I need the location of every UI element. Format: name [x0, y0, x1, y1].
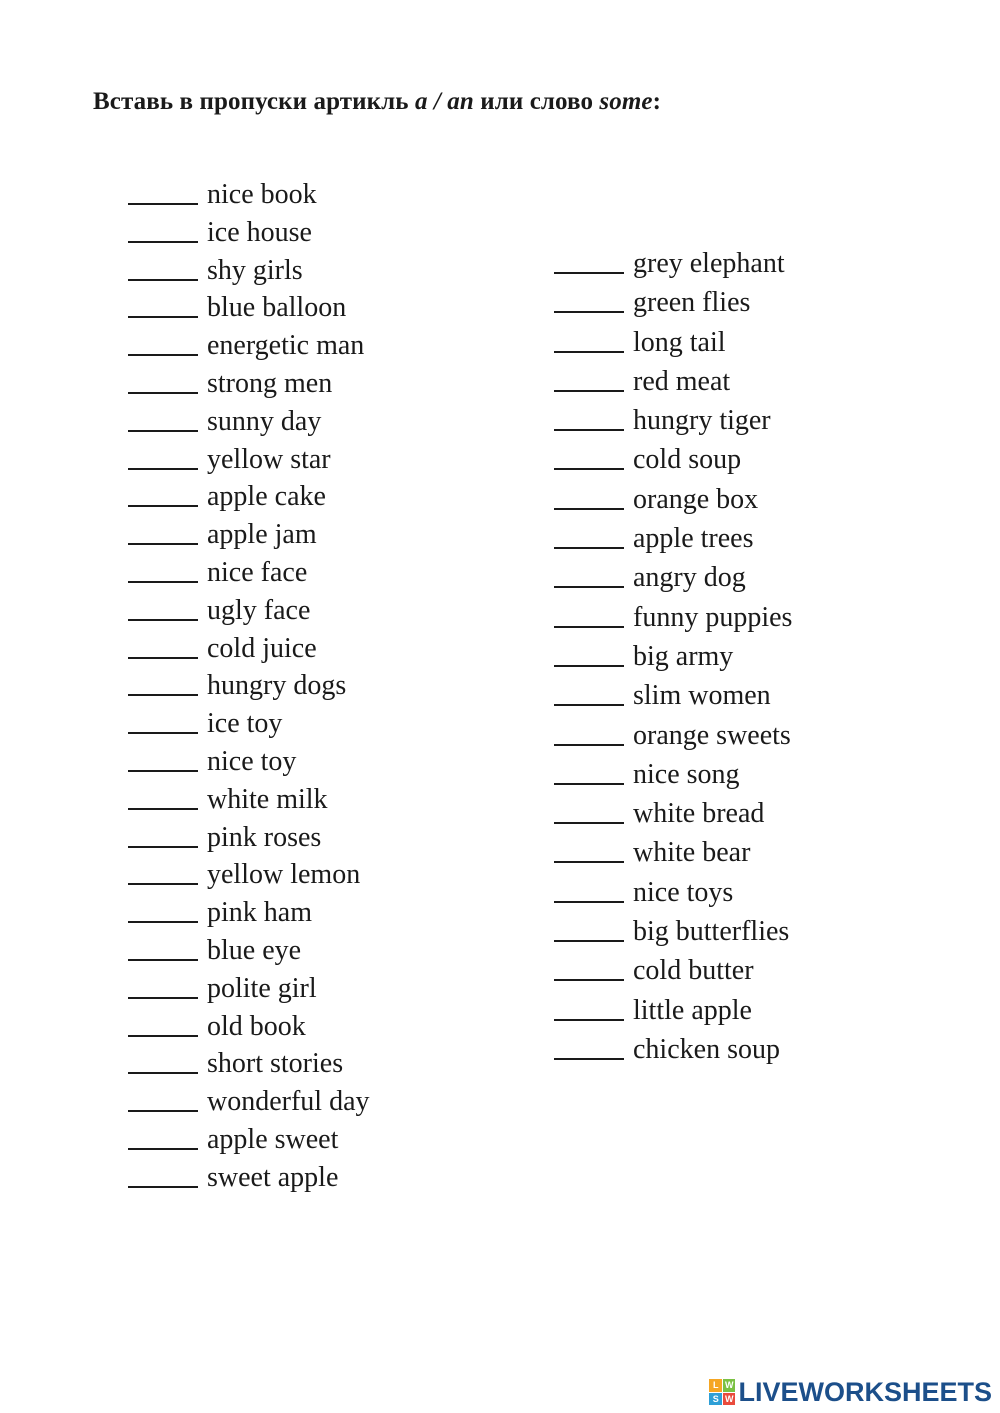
exercise-item: [554, 833, 792, 872]
exercise-item: [554, 637, 792, 676]
phrase-text: energetic man: [207, 330, 365, 362]
exercise-item: [128, 403, 370, 441]
exercise-item: [554, 951, 792, 990]
phrase-text: short stories: [207, 1048, 344, 1080]
exercise-item: [128, 1159, 370, 1197]
phrase-text: pink roses: [207, 821, 322, 853]
phrase-text: orange sweets: [633, 719, 791, 751]
phrase-text: yellow lemon: [207, 859, 361, 891]
answer-blank[interactable]: [554, 722, 624, 746]
exercise-item: [554, 912, 792, 951]
answer-blank[interactable]: [554, 682, 624, 706]
exercise-item: [128, 667, 370, 705]
exercise-item: [128, 1121, 370, 1159]
phrase-text: apple cake: [207, 481, 326, 513]
liveworksheets-logo: [709, 1377, 992, 1407]
exercise-item: [554, 323, 792, 362]
exercise-item: [554, 440, 792, 479]
exercise-item: [128, 856, 370, 894]
phrase-text: white milk: [207, 783, 328, 815]
phrase-text: grey elephant: [633, 248, 785, 279]
answer-blank[interactable]: [554, 289, 624, 313]
exercise-item: [128, 1045, 370, 1083]
exercise-item: [554, 244, 792, 283]
answer-blank[interactable]: [128, 1013, 198, 1037]
answer-blank[interactable]: [128, 1050, 198, 1074]
exercise-item: [554, 873, 792, 912]
phrase-text: cold butter: [633, 955, 754, 987]
answer-blank[interactable]: [554, 368, 624, 392]
answer-blank[interactable]: [554, 407, 624, 431]
phrase-text: pink ham: [207, 897, 312, 929]
answer-blank[interactable]: [554, 250, 624, 274]
phrase-text: old book: [207, 1010, 306, 1042]
answer-blank[interactable]: [128, 446, 198, 470]
answer-blank[interactable]: [554, 329, 624, 353]
phrase-text: white bear: [633, 837, 751, 869]
exercise-item: [128, 327, 370, 365]
answer-blank[interactable]: [554, 643, 624, 667]
answer-blank[interactable]: [554, 564, 624, 588]
instruction-some: some: [599, 88, 653, 115]
exercise-item: [554, 991, 792, 1030]
exercise-item: [128, 630, 370, 668]
exercise-item: [128, 1083, 370, 1121]
answer-blank[interactable]: [128, 181, 198, 205]
exercise-item: [128, 819, 370, 857]
phrase-text: nice book: [207, 179, 317, 210]
exercise-item: [128, 441, 370, 479]
exercise-item: [554, 480, 792, 519]
answer-blank[interactable]: [128, 1164, 198, 1188]
answer-blank[interactable]: [554, 761, 624, 785]
exercise-item: [128, 554, 370, 592]
phrase-text: strong men: [207, 367, 333, 399]
instruction-colon: :: [652, 88, 662, 115]
answer-blank[interactable]: [128, 483, 198, 507]
phrase-text: nice toy: [207, 745, 297, 777]
phrase-text: cold juice: [207, 632, 317, 664]
phrase-text: funny puppies: [633, 601, 793, 633]
exercise-item: [128, 592, 370, 630]
answer-blank[interactable]: [128, 899, 198, 923]
answer-blank[interactable]: [128, 672, 198, 696]
exercise-item: [554, 794, 792, 833]
exercise-item: [554, 1030, 792, 1069]
left-exercise-column: [128, 176, 370, 1197]
exercise-item: [554, 598, 792, 637]
answer-blank[interactable]: [554, 997, 624, 1021]
phrase-text: yellow star: [207, 443, 331, 475]
exercise-item: [128, 932, 370, 970]
phrase-text: nice toys: [633, 876, 734, 908]
answer-blank[interactable]: [128, 786, 198, 810]
exercise-item: [128, 176, 370, 214]
logo-mark-icon: [709, 1379, 735, 1405]
answer-blank[interactable]: [128, 370, 198, 394]
instruction-text: Вставь в пропуски артикль: [93, 88, 415, 115]
phrase-text: green flies: [633, 287, 751, 319]
answer-blank[interactable]: [128, 332, 198, 356]
phrase-text: ice toy: [207, 708, 283, 740]
answer-blank[interactable]: [128, 597, 198, 621]
phrase-text: sweet apple: [207, 1161, 339, 1193]
phrase-text: chicken soup: [633, 1033, 780, 1065]
exercise-item: [554, 362, 792, 401]
exercise-item: [554, 519, 792, 558]
phrase-text: hungry tiger: [633, 405, 771, 437]
answer-blank[interactable]: [128, 710, 198, 734]
phrase-text: big butterflies: [633, 916, 790, 948]
answer-blank[interactable]: [128, 257, 198, 281]
answer-blank[interactable]: [554, 879, 624, 903]
exercise-item: [554, 401, 792, 440]
phrase-text: white bread: [633, 798, 765, 830]
answer-blank[interactable]: [128, 748, 198, 772]
exercise-item: [128, 214, 370, 252]
answer-blank[interactable]: [128, 521, 198, 545]
answer-blank[interactable]: [554, 486, 624, 510]
answer-blank[interactable]: [128, 219, 198, 243]
answer-blank[interactable]: [128, 1088, 198, 1112]
exercise-item: [554, 558, 792, 597]
answer-blank[interactable]: [128, 408, 198, 432]
exercise-item: [128, 894, 370, 932]
answer-blank[interactable]: [554, 800, 624, 824]
phrase-text: red meat: [633, 365, 731, 397]
phrase-text: hungry dogs: [207, 670, 347, 702]
phrase-text: shy girls: [207, 254, 303, 286]
answer-blank[interactable]: [554, 604, 624, 628]
right-exercise-column: [554, 244, 792, 1069]
exercise-item: [554, 716, 792, 755]
phrase-text: long tail: [633, 326, 726, 358]
phrase-text: apple jam: [207, 519, 317, 551]
answer-blank[interactable]: [128, 937, 198, 961]
answer-blank[interactable]: [128, 559, 198, 583]
phrase-text: blue balloon: [207, 292, 347, 324]
phrase-text: nice face: [207, 556, 308, 588]
logo-mark-letter: W: [724, 1380, 734, 1391]
phrase-text: ugly face: [207, 594, 311, 626]
instruction-heading: [93, 88, 661, 116]
phrase-text: slim women: [633, 680, 771, 712]
exercise-item: [554, 283, 792, 322]
exercise-item: [128, 970, 370, 1008]
exercise-item: [128, 252, 370, 290]
answer-blank[interactable]: [128, 824, 198, 848]
exercise-item: [128, 516, 370, 554]
answer-blank[interactable]: [128, 975, 198, 999]
answer-blank[interactable]: [128, 861, 198, 885]
exercise-item: [554, 755, 792, 794]
instruction-articles: a / an: [414, 88, 474, 115]
exercise-item: [128, 478, 370, 516]
exercise-item: [128, 705, 370, 743]
exercise-item: [554, 676, 792, 715]
answer-blank[interactable]: [554, 1036, 624, 1060]
phrase-text: apple trees: [633, 523, 754, 555]
phrase-text: wonderful day: [207, 1086, 370, 1118]
answer-blank[interactable]: [128, 1126, 198, 1150]
phrase-text: polite girl: [207, 972, 317, 1004]
phrase-text: nice song: [633, 758, 740, 790]
answer-blank[interactable]: [554, 525, 624, 549]
answer-blank[interactable]: [554, 918, 624, 942]
exercise-item: [128, 289, 370, 327]
phrase-text: big army: [633, 640, 734, 672]
logo-text: LIVEWORKSHEETS: [738, 1376, 992, 1407]
exercise-item: [128, 743, 370, 781]
phrase-text: angry dog: [633, 562, 746, 594]
answer-blank[interactable]: [128, 294, 198, 318]
logo-mark-letter: L: [709, 1379, 722, 1392]
logo-mark-letter: S: [709, 1393, 722, 1406]
exercise-item: [128, 781, 370, 819]
exercise-item: [128, 1008, 370, 1046]
phrase-text: ice house: [207, 216, 312, 248]
phrase-text: apple sweet: [207, 1123, 339, 1155]
phrase-text: little apple: [633, 994, 752, 1026]
phrase-text: orange box: [633, 483, 759, 515]
answer-blank[interactable]: [554, 446, 624, 470]
phrase-text: sunny day: [207, 405, 322, 437]
exercise-item: [128, 365, 370, 403]
phrase-text: cold soup: [633, 444, 742, 476]
answer-blank[interactable]: [554, 839, 624, 863]
answer-blank[interactable]: [128, 635, 198, 659]
phrase-text: blue eye: [207, 934, 302, 966]
instruction-text-or: или слово: [473, 88, 600, 115]
logo-mark-letter: W: [724, 1393, 734, 1404]
answer-blank[interactable]: [554, 957, 624, 981]
